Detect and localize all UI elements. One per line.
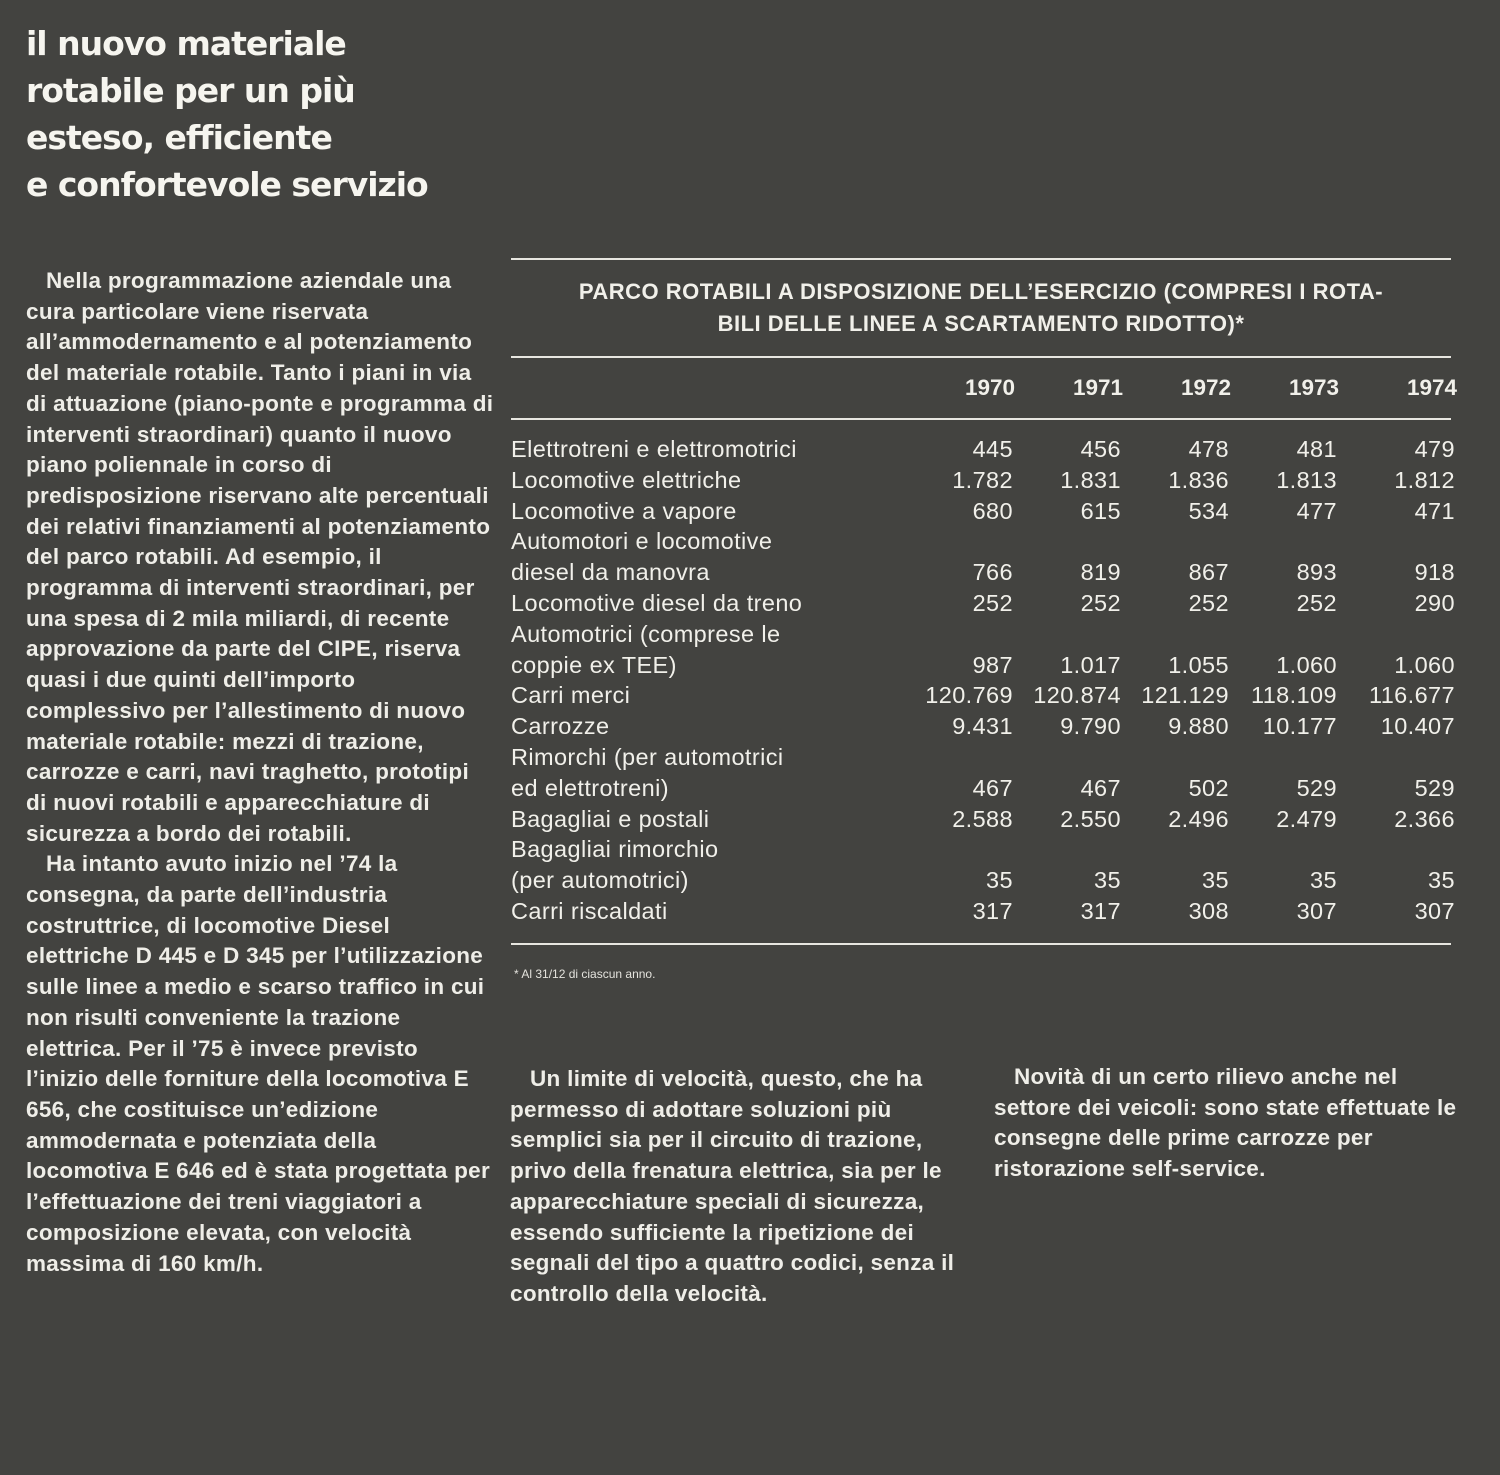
value-cell: 10.177 bbox=[1262, 713, 1337, 740]
row-label-line: Carri merci bbox=[511, 682, 631, 709]
row-label bbox=[511, 680, 911, 711]
value-cell: 481 bbox=[1296, 436, 1337, 462]
value-cell: 121.129 bbox=[1141, 682, 1229, 709]
value-cell: 477 bbox=[1296, 497, 1337, 524]
row-label bbox=[511, 619, 911, 681]
value-cell: 819 bbox=[1080, 559, 1121, 586]
row-label bbox=[511, 434, 911, 465]
row-label-line: Locomotive a vapore bbox=[511, 497, 737, 524]
value-cell: 120.874 bbox=[1033, 682, 1121, 709]
value-cell: 9.880 bbox=[1168, 713, 1229, 740]
row-label-line: Locomotive diesel da treno bbox=[511, 589, 803, 616]
table-row bbox=[511, 804, 1463, 835]
row-label bbox=[511, 465, 911, 496]
value-cell: 35 bbox=[986, 867, 1013, 894]
table-row bbox=[511, 588, 1463, 619]
year-header: 1971 bbox=[1072, 375, 1123, 400]
value-cell: 1.017 bbox=[1060, 651, 1121, 678]
value-cell: 471 bbox=[1414, 497, 1455, 524]
body-paragraph: Un limite di velocità, questo, che ha permesso di adottare soluzioni più semplici sia per il circuito di trazione, privo della frenatura elettrica, sia per le apparecchiature speciali di sicurezza, essendo sufficiente la ripetizione dei segnali del tipo a quattro codici, senza il controllo della velocità. bbox=[510, 1066, 955, 1306]
table-row bbox=[511, 896, 1463, 927]
row-label-line: coppie ex TEE) bbox=[511, 651, 677, 678]
value-cell: 307 bbox=[1296, 897, 1337, 924]
value-cell: 308 bbox=[1188, 897, 1229, 924]
value-cell: 680 bbox=[972, 497, 1013, 524]
row-label-line: Automotrici (comprese le bbox=[511, 620, 781, 647]
year-header: 1972 bbox=[1180, 375, 1231, 400]
row-label-line: diesel da manovra bbox=[511, 559, 710, 586]
row-label bbox=[511, 834, 911, 896]
table-row bbox=[511, 680, 1463, 711]
middle-text-column bbox=[510, 1064, 970, 1310]
row-label bbox=[511, 496, 911, 527]
value-cell: 1.055 bbox=[1168, 651, 1229, 678]
table-title-line: BILI DELLE LINEE A SCARTAMENTO RIDOTTO)* bbox=[717, 311, 1245, 336]
year-header: 1974 bbox=[1406, 375, 1457, 400]
table-header-row bbox=[511, 358, 1463, 418]
value-cell: 2.366 bbox=[1394, 805, 1455, 832]
value-cell: 893 bbox=[1296, 559, 1337, 586]
body-paragraph: Nella programmazione aziendale una cura particolare viene riservata all’ammodernamento e al potenziamento del materiale rotabile. Tanto i piani in via di attuazione (piano-ponte e programma di interventi straordinari) quanto il nuovo piano poliennale in corso di predisposizione riservano alte percentuali dei relativi finanziamenti al potenziamento del parco rotabili. Ad esempio, il programma di interventi straordinari, per una spesa di 2 mila miliardi, di recente approvazione da parte del CIPE, riserva quasi i due quinti dell’importo complessivo per l’allestimento di nuovo materiale rotabile: mezzi di trazione, carrozze e carri, navi traghetto, prototipi di nuovi rotabili e apparecchiature di sicurezza a bordo dei rotabili. bbox=[26, 268, 494, 846]
value-cell: 1.782 bbox=[952, 466, 1013, 493]
left-text-column bbox=[26, 266, 494, 1279]
table-row bbox=[511, 834, 1463, 896]
year-header: 1973 bbox=[1288, 375, 1339, 400]
value-cell: 35 bbox=[1310, 867, 1337, 894]
value-cell: 1.831 bbox=[1060, 466, 1121, 493]
value-cell: 307 bbox=[1414, 897, 1455, 924]
row-label bbox=[511, 711, 911, 742]
table-body bbox=[511, 420, 1463, 927]
value-cell: 987 bbox=[972, 651, 1013, 678]
table-bottom-rule bbox=[511, 943, 1451, 945]
value-cell: 467 bbox=[972, 774, 1013, 801]
row-label-line: ed elettrotreni) bbox=[511, 774, 669, 801]
value-cell: 9.431 bbox=[952, 713, 1013, 740]
page-title bbox=[26, 20, 486, 208]
value-cell: 1.812 bbox=[1394, 466, 1455, 493]
table-row bbox=[511, 434, 1463, 465]
value-cell: 529 bbox=[1414, 774, 1455, 801]
row-label bbox=[511, 742, 911, 804]
value-cell: 615 bbox=[1080, 497, 1121, 524]
value-cell: 2.479 bbox=[1276, 805, 1337, 832]
value-cell: 252 bbox=[972, 589, 1013, 616]
value-cell: 2.588 bbox=[952, 805, 1013, 832]
value-cell: 120.769 bbox=[925, 682, 1013, 709]
right-text-column bbox=[994, 1062, 1464, 1185]
value-cell: 534 bbox=[1188, 497, 1229, 524]
value-cell: 502 bbox=[1188, 774, 1229, 801]
value-cell: 252 bbox=[1188, 589, 1229, 616]
value-cell: 445 bbox=[972, 436, 1013, 462]
title-line: il nuovo materiale bbox=[26, 24, 346, 63]
row-label bbox=[511, 588, 911, 619]
table-row bbox=[511, 465, 1463, 496]
value-cell: 118.109 bbox=[1250, 682, 1337, 709]
row-label bbox=[511, 804, 911, 835]
value-cell: 1.060 bbox=[1276, 651, 1337, 678]
table-footnote: * Al 31/12 di ciascun anno. bbox=[514, 967, 656, 981]
row-label-line: Locomotive elettriche bbox=[511, 466, 742, 493]
value-cell: 479 bbox=[1414, 436, 1455, 462]
label-header bbox=[511, 358, 911, 418]
row-label-line: Bagagliai rimorchio bbox=[511, 836, 719, 863]
row-label bbox=[511, 526, 911, 588]
body-paragraph: Ha intanto avuto inizio nel ’74 la consegna, da parte dell’industria costruttrice, di locomotive Diesel elettriche D 445 e D 345 per l’utilizzazione sulle linee a medio e scarso traffico in cui non risulti conveniente la trazione elettrica. Per il ’75 è invece previsto l’inizio delle forniture della locomotiva E 656, che costituisce un’edizione ammodernata e potenziata della locomotiva E 646 ed è stata progettata per l’effettuazione dei treni viaggiatori a composizione elevata, con velocità massima di 160 km/h. bbox=[26, 851, 490, 1276]
value-cell: 1.060 bbox=[1394, 651, 1455, 678]
table-row bbox=[511, 711, 1463, 742]
row-label bbox=[511, 896, 911, 927]
row-label-line: Carrozze bbox=[511, 713, 610, 740]
value-cell: 918 bbox=[1414, 559, 1455, 586]
value-cell: 290 bbox=[1414, 589, 1455, 616]
table-row bbox=[511, 496, 1463, 527]
year-header: 1970 bbox=[964, 375, 1015, 400]
row-label-line: Elettrotreni e elettromotrici bbox=[511, 436, 797, 462]
value-cell: 1.836 bbox=[1168, 466, 1229, 493]
value-cell: 317 bbox=[972, 897, 1013, 924]
rolling-stock-table bbox=[511, 358, 1463, 927]
value-cell: 252 bbox=[1080, 589, 1121, 616]
value-cell: 317 bbox=[1080, 897, 1121, 924]
value-cell: 116.677 bbox=[1368, 682, 1455, 709]
value-cell: 9.790 bbox=[1060, 713, 1121, 740]
value-cell: 1.813 bbox=[1276, 466, 1337, 493]
value-cell: 2.496 bbox=[1168, 805, 1229, 832]
row-label-line: Carri riscaldati bbox=[511, 897, 668, 924]
row-label-line: Rimorchi (per automotrici bbox=[511, 743, 784, 770]
table-row bbox=[511, 742, 1463, 804]
value-cell: 766 bbox=[972, 559, 1013, 586]
table-row bbox=[511, 619, 1463, 681]
title-line: e confortevole servizio bbox=[26, 165, 428, 204]
table-row bbox=[511, 526, 1463, 588]
value-cell: 478 bbox=[1188, 436, 1229, 462]
value-cell: 10.407 bbox=[1380, 713, 1455, 740]
value-cell: 2.550 bbox=[1060, 805, 1121, 832]
value-cell: 456 bbox=[1080, 436, 1121, 462]
value-cell: 467 bbox=[1080, 774, 1121, 801]
value-cell: 35 bbox=[1428, 867, 1455, 894]
value-cell: 867 bbox=[1188, 559, 1229, 586]
title-line: rotabile per un più bbox=[26, 71, 355, 110]
table-title-line: PARCO ROTABILI A DISPOSIZIONE DELL’ESERCIZIO (COMPRESI I ROTA- bbox=[578, 279, 1384, 304]
value-cell: 529 bbox=[1296, 774, 1337, 801]
row-label-line: Bagagliai e postali bbox=[511, 805, 710, 832]
body-paragraph: Novità di un certo rilievo anche nel settore dei veicoli: sono state effettuate le consegne delle prime carrozze per ristorazione self-service. bbox=[994, 1064, 1457, 1182]
value-cell: 252 bbox=[1296, 589, 1337, 616]
title-line: esteso, efficiente bbox=[26, 118, 332, 157]
rolling-stock-table-block bbox=[511, 258, 1457, 945]
table-title bbox=[511, 260, 1451, 356]
value-cell: 35 bbox=[1094, 867, 1121, 894]
row-label-line: (per automotrici) bbox=[511, 867, 689, 894]
value-cell: 35 bbox=[1202, 867, 1229, 894]
row-label-line: Automotori e locomotive bbox=[511, 528, 773, 555]
